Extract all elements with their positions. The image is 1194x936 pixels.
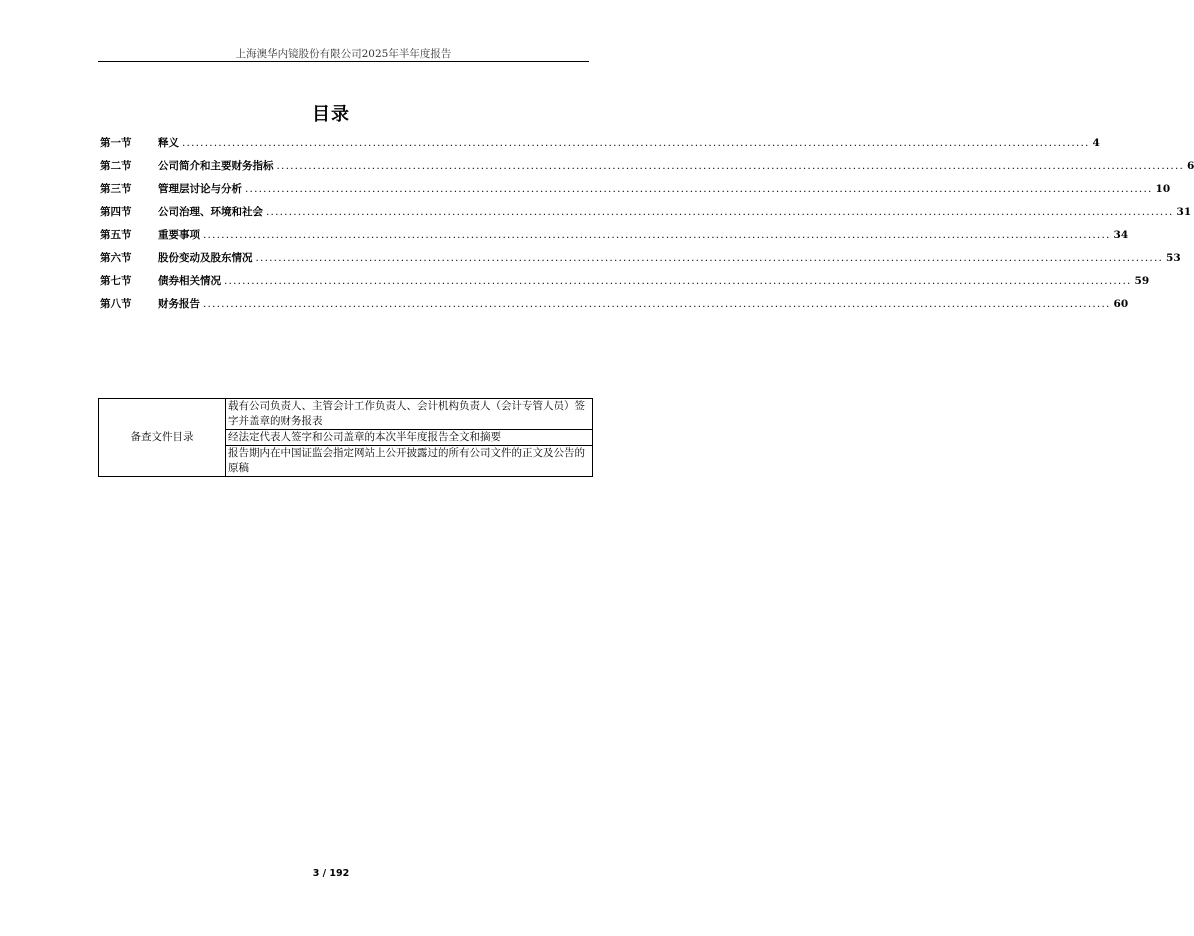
toc-page-number: 34 — [1113, 229, 1129, 241]
page-number: 3 / 192 — [312, 868, 350, 879]
header-divider — [98, 61, 589, 62]
toc-section-title: 公司简介和主要财务指标 — [158, 160, 274, 172]
toc-section-number: 第八节 — [100, 298, 132, 310]
table-of-contents — [100, 135, 1194, 319]
toc-section-title: 财务报告 — [158, 298, 200, 310]
toc-leader-dots: ........................................................................................................................................................................................................ — [203, 229, 1111, 241]
toc-leader-dots: ........................................................................................................................................................................................................ — [266, 206, 1174, 218]
toc-page-number: 31 — [1176, 206, 1192, 218]
toc-section-number: 第四节 — [100, 206, 132, 218]
toc-section-number: 第二节 — [100, 160, 132, 172]
toc-section-number: 第一节 — [100, 137, 132, 149]
toc-section-title: 公司治理、环境和社会 — [158, 206, 263, 218]
toc-page-number: 4 — [1092, 137, 1100, 149]
toc-entry-7[interactable] — [100, 273, 1150, 296]
reference-item: 载有公司负责人、主管会计工作负责人、会计机构负责人（会计专管人员）签字并盖章的财务报表 — [226, 399, 593, 430]
toc-section-number: 第七节 — [100, 275, 132, 287]
toc-page-number: 6 — [1187, 160, 1194, 172]
toc-section-title: 股份变动及股东情况 — [158, 252, 253, 264]
reference-documents-table — [98, 398, 593, 477]
toc-entry-6[interactable] — [100, 250, 1181, 273]
toc-leader-dots: ........................................................................................................................................................................................................ — [203, 298, 1111, 310]
table-row — [99, 399, 593, 430]
toc-entry-3[interactable] — [100, 181, 1171, 204]
toc-leader-dots: ........................................................................................................................................................................................................ — [245, 183, 1153, 195]
page-title: 目录 — [312, 104, 350, 125]
toc-entry-2[interactable] — [100, 158, 1194, 181]
toc-section-number: 第五节 — [100, 229, 132, 241]
toc-leader-dots: ........................................................................................................................................................................................................ — [224, 275, 1132, 287]
toc-page-number: 60 — [1113, 298, 1129, 310]
toc-leader-dots: ........................................................................................................................................................................................................ — [182, 137, 1090, 149]
toc-section-title: 释义 — [158, 137, 179, 149]
toc-leader-dots: ........................................................................................................................................................................................................ — [276, 160, 1185, 172]
toc-section-number: 第三节 — [100, 183, 132, 195]
toc-section-number: 第六节 — [100, 252, 132, 264]
running-header: 上海澳华内镜股份有限公司2025年半年度报告 — [235, 48, 452, 60]
toc-section-title: 债券相关情况 — [158, 275, 221, 287]
toc-entry-8[interactable] — [100, 296, 1129, 319]
toc-entry-5[interactable] — [100, 227, 1129, 250]
reference-item: 报告期内在中国证监会指定网站上公开披露过的所有公司文件的正文及公告的原稿 — [226, 446, 593, 477]
toc-leader-dots: ........................................................................................................................................................................................................ — [255, 252, 1164, 264]
toc-page-number: 10 — [1155, 183, 1171, 195]
toc-page-number: 59 — [1134, 275, 1150, 287]
toc-page-number: 53 — [1166, 252, 1181, 264]
toc-entry-4[interactable] — [100, 204, 1192, 227]
reference-table-label: 备查文件目录 — [99, 399, 226, 477]
toc-section-title: 管理层讨论与分析 — [158, 183, 242, 195]
toc-entry-1[interactable] — [100, 135, 1100, 158]
reference-item: 经法定代表人签字和公司盖章的本次半年度报告全文和摘要 — [226, 430, 593, 446]
toc-section-title: 重要事项 — [158, 229, 200, 241]
